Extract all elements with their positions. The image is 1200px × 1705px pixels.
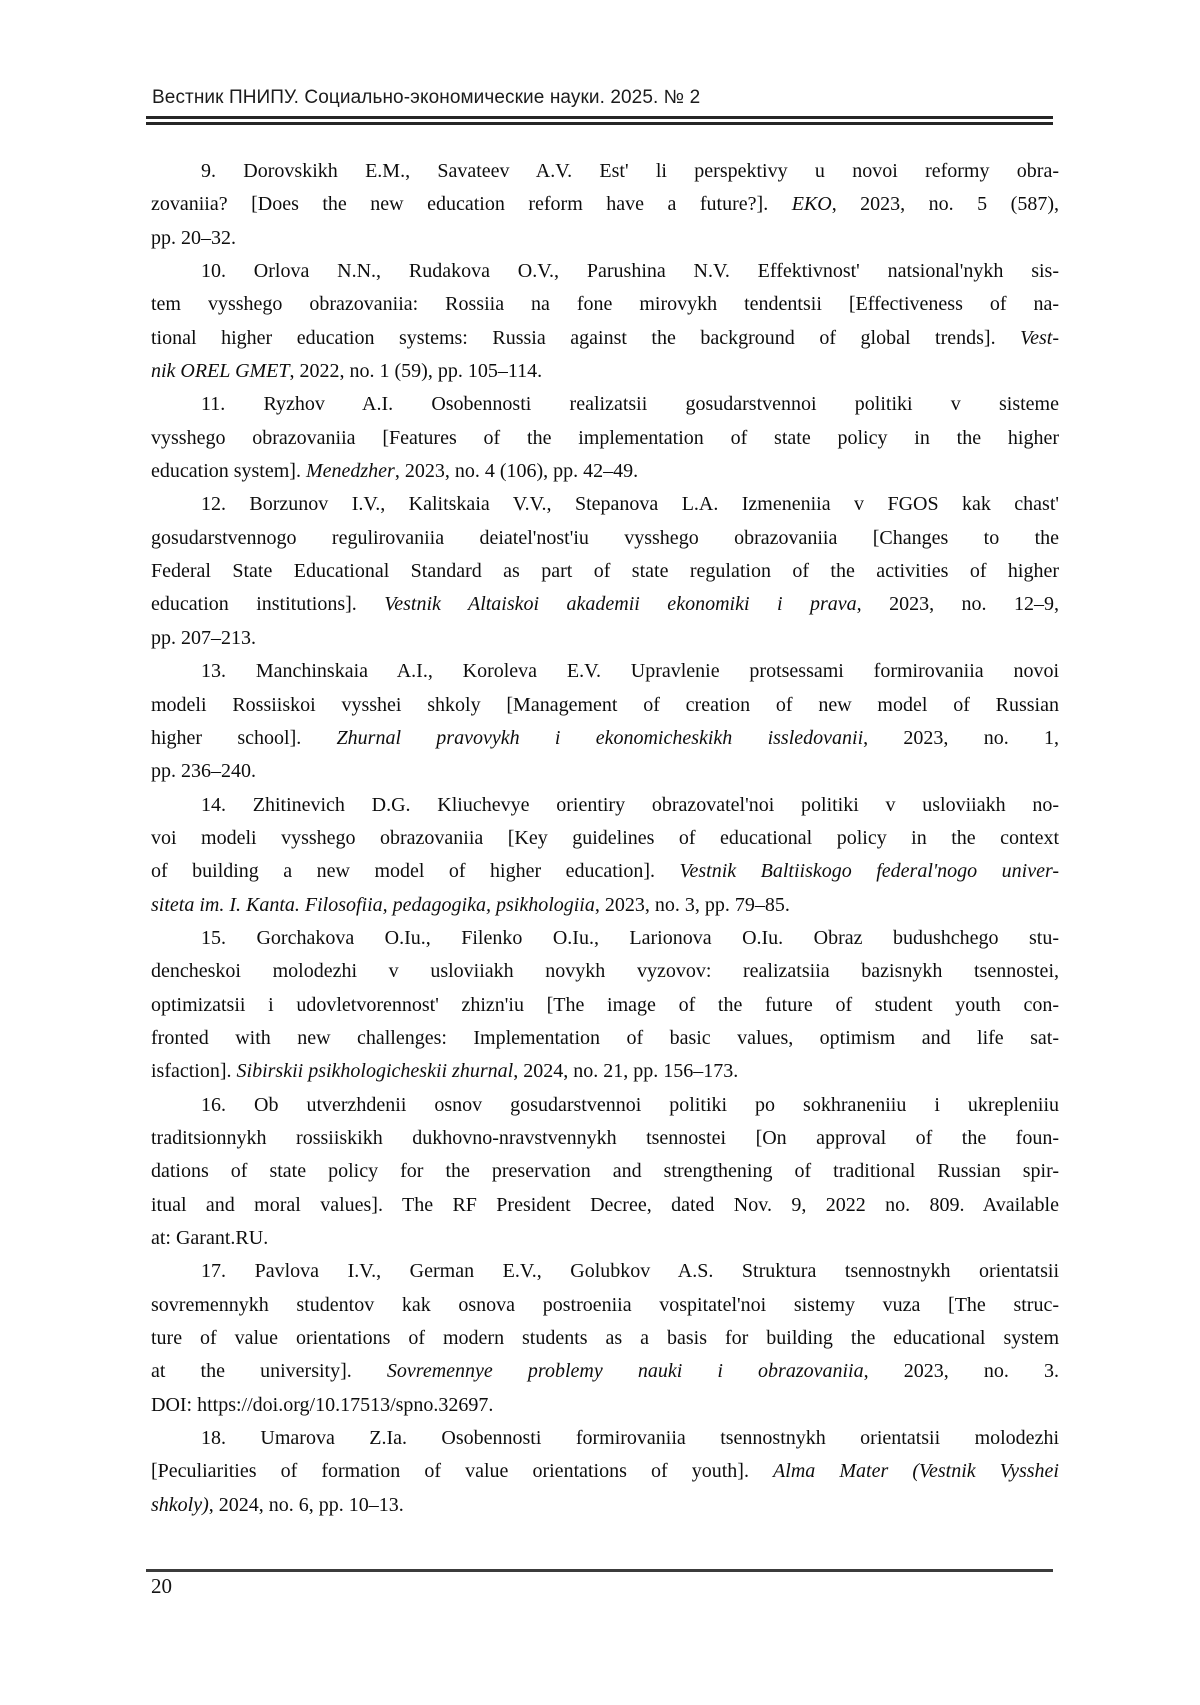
journal-title-italic: Vestnik Altaiskoi akademii ekonomiki i prava — [384, 593, 857, 616]
reference-text: pp. 207–213. — [151, 626, 256, 649]
reference-text: , 2023, no. 3, pp. 79–85. — [594, 893, 790, 916]
reference-line — [151, 722, 1059, 755]
journal-title-italic: Menedzher — [305, 460, 395, 483]
reference-item — [151, 488, 1059, 655]
reference-line — [151, 355, 1059, 388]
page-number: 20 — [151, 1574, 172, 1598]
reference-item — [151, 1422, 1059, 1522]
reference-text: tem vysshego obrazovaniia: Rossiia na fone mirovykh tendentsii [Effectiveness of na- — [151, 293, 1059, 316]
reference-text: , 2024, no. 6, pp. 10–13. — [208, 1493, 404, 1516]
reference-text: 10. Orlova N.N., Rudakova O.V., Parushina N.V. Effektivnost' natsional'nykh sis- — [201, 260, 1059, 283]
reference-line — [151, 1089, 1059, 1122]
reference-text: , 2022, no. 1 (59), pp. 105–114. — [289, 360, 543, 383]
reference-line — [151, 889, 1059, 922]
reference-line — [151, 955, 1059, 988]
journal-title-italic: Sovremennye problemy nauki i obrazovaniia — [386, 1360, 864, 1383]
reference-text: DOI: https://doi.org/10.17513/spno.32697. — [151, 1393, 494, 1416]
reference-text: 17. Pavlova I.V., German E.V., Golubkov A.S. Struktura tsennostnykh orientatsii — [201, 1260, 1059, 1283]
reference-item — [151, 1089, 1059, 1256]
reference-line — [151, 1055, 1059, 1088]
reference-text: of building a new model of higher education]. — [151, 860, 680, 883]
reference-text: vysshego obrazovaniia [Features of the implementation of state policy in the higher — [151, 426, 1059, 449]
reference-text: pp. 236–240. — [151, 760, 256, 783]
reference-line — [151, 322, 1059, 355]
reference-text: [Peculiarities of formation of value orientations of youth]. — [151, 1460, 774, 1483]
reference-line — [151, 1322, 1059, 1355]
reference-line — [151, 922, 1059, 955]
reference-line — [151, 188, 1059, 221]
reference-text: dations of state policy for the preservation and strengthening of traditional Russian spir- — [151, 1160, 1059, 1183]
reference-text: traditsionnykh rossiiskikh dukhovno-nravstvennykh tsennostei [On approval of the foun- — [151, 1126, 1059, 1149]
footer-rule — [146, 1569, 1053, 1572]
reference-line — [151, 1422, 1059, 1455]
reference-text: voi modeli vysshego obrazovaniia [Key guidelines of educational policy in the context — [151, 826, 1059, 849]
reference-line — [151, 1489, 1059, 1522]
reference-text: at the university]. — [151, 1360, 387, 1383]
reference-line — [151, 455, 1059, 488]
reference-text: , 2023, no. 4 (106), pp. 42–49. — [394, 460, 639, 483]
reference-text: modeli Rossiiskoi vysshei shkoly [Management of creation of new model of Russian — [151, 693, 1059, 716]
reference-line — [151, 522, 1059, 555]
reference-item — [151, 655, 1059, 788]
reference-line — [151, 155, 1059, 188]
reference-line — [151, 622, 1059, 655]
reference-item — [151, 255, 1059, 388]
reference-item — [151, 1255, 1059, 1422]
reference-text: education system]. — [151, 460, 306, 483]
reference-text: 16. Ob utverzhdenii osnov gosudarstvennoi politiki po sokhraneniiu i ukrepleniiu — [201, 1093, 1059, 1116]
reference-line — [151, 1355, 1059, 1388]
reference-text: education institutions]. — [151, 593, 385, 616]
reference-text: , 2023, no. 3. — [863, 1360, 1059, 1383]
reference-text: dencheskoi molodezhi v usloviiakh novykh vyzovov: realizatsiia bazisnykh tsennostei, — [151, 960, 1059, 983]
reference-item — [151, 155, 1059, 255]
reference-text: optimizatsii i udovletvorennost' zhizn'iu [The image of the future of student youth con- — [151, 993, 1059, 1016]
reference-text: 12. Borzunov I.V., Kalitskaia V.V., Stepanova L.A. Izmeneniia v FGOS kak chast' — [201, 493, 1059, 516]
journal-title-italic: Alma Mater (Vestnik Vysshei — [773, 1460, 1059, 1483]
reference-text: 11. Ryzhov A.I. Osobennosti realizatsii gosudarstvennoi politiki v sisteme — [201, 393, 1059, 416]
reference-line — [151, 255, 1059, 288]
reference-line — [151, 822, 1059, 855]
journal-title-italic: siteta im. I. Kanta. Filosofiia, pedagogika, psikhologiia — [151, 893, 595, 916]
reference-text: fronted with new challenges: Implementation of basic values, optimism and life sat- — [151, 1026, 1059, 1049]
reference-line — [151, 1222, 1059, 1255]
journal-title-italic: nik OREL GMET — [151, 360, 290, 383]
reference-line — [151, 488, 1059, 521]
reference-line — [151, 555, 1059, 588]
reference-text: , 2023, no. 1, — [863, 726, 1059, 749]
reference-text: 9. Dorovskikh E.M., Savateev A.V. Est' li perspektivy u novoi reformy obra- — [201, 160, 1059, 182]
reference-text: 13. Manchinskaia A.I., Koroleva E.V. Upravlenie protsessami formirovaniia novoi — [201, 660, 1059, 683]
reference-line — [151, 1155, 1059, 1188]
reference-item — [151, 388, 1059, 488]
reference-text: at: Garant.RU. — [151, 1227, 269, 1249]
references-list — [151, 155, 1059, 1522]
reference-text: 15. Gorchakova O.Iu., Filenko O.Iu., Larionova O.Iu. Obraz budushchego stu- — [201, 926, 1059, 949]
reference-line — [151, 789, 1059, 822]
reference-text: tional higher education systems: Russia against the background of global trends]. — [151, 326, 1021, 349]
journal-title-italic: Sibirskii psikhologicheskii zhurnal — [236, 1060, 514, 1083]
journal-title-italic: shkoly) — [151, 1493, 209, 1516]
reference-text: 18. Umarova Z.Ia. Osobennosti formirovaniia tsennostnykh orientatsii molodezhi — [201, 1427, 1059, 1450]
reference-line — [151, 755, 1059, 788]
reference-line — [151, 1122, 1059, 1155]
reference-text: , 2023, no. 12–9, — [856, 593, 1060, 616]
reference-line — [151, 1289, 1059, 1322]
reference-text: itual and moral values]. The RF President Decree, dated Nov. 9, 2022 no. 809. Available — [151, 1193, 1059, 1216]
reference-text: gosudarstvennogo regulirovaniia deiatel'nost'iu vysshego obrazovaniia [Changes to the — [151, 526, 1059, 549]
reference-text: isfaction]. — [151, 1060, 237, 1083]
reference-text: higher school]. — [151, 726, 337, 749]
reference-line — [151, 588, 1059, 621]
reference-line — [151, 288, 1059, 321]
reference-line — [151, 388, 1059, 421]
reference-line — [151, 989, 1059, 1022]
reference-item — [151, 789, 1059, 922]
reference-line — [151, 222, 1059, 255]
journal-title-italic: Zhurnal pravovykh i ekonomicheskikh issledovanii — [336, 726, 864, 749]
reference-text: sovremennykh studentov kak osnova postroeniia vospitatel'noi sistemy vuza [The struc- — [151, 1293, 1059, 1316]
journal-title-italic: EKO — [791, 193, 832, 216]
reference-line — [151, 689, 1059, 722]
reference-text: zovaniia? [Does the new education reform have a future?]. — [151, 193, 792, 216]
reference-line — [151, 1255, 1059, 1288]
journal-title-italic: Vestnik Baltiiskogo federal'nogo univer- — [679, 860, 1059, 883]
reference-line — [151, 1022, 1059, 1055]
reference-line — [151, 422, 1059, 455]
reference-item — [151, 922, 1059, 1089]
journal-title-italic: Vest- — [1020, 326, 1059, 349]
reference-text: , 2024, no. 21, pp. 156–173. — [513, 1060, 739, 1083]
running-head: Вестник ПНИПУ. Социально-экономические науки. 2025. № 2 — [152, 87, 701, 108]
reference-text: ture of value orientations of modern students as a basis for building the educational system — [151, 1327, 1059, 1350]
reference-line — [151, 655, 1059, 688]
reference-text: , 2023, no. 5 (587), — [831, 193, 1059, 216]
reference-text: 14. Zhitinevich D.G. Kliuchevye orientiry obrazovatel'noi politiki v usloviiakh no- — [201, 793, 1059, 816]
reference-line — [151, 855, 1059, 888]
reference-text: pp. 20–32. — [151, 226, 236, 249]
reference-line — [151, 1389, 1059, 1422]
reference-text: Federal State Educational Standard as part of state regulation of the activities of higher — [151, 560, 1059, 583]
reference-line — [151, 1455, 1059, 1488]
header-double-rule — [146, 116, 1053, 125]
reference-line — [151, 1189, 1059, 1222]
